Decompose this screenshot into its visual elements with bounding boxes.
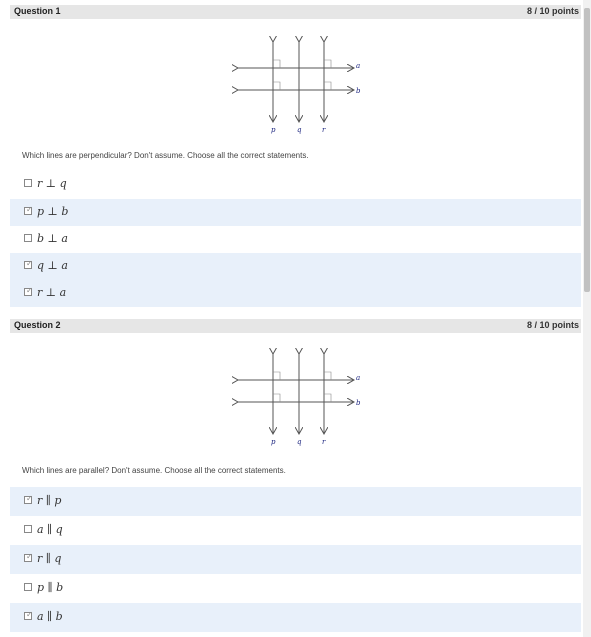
check-icon: ✓ [26,494,33,503]
answer-option[interactable] [10,603,581,632]
label-b: b [356,399,361,407]
right-angle-mark [324,60,331,68]
label-p: p [271,438,276,446]
option-label: a ∥ q [37,523,63,536]
right-angle-mark [324,372,331,380]
right-angle-mark [324,394,331,402]
right-angle-mark [324,82,331,90]
check-icon: ✓ [26,259,33,268]
answer-option[interactable] [10,280,581,307]
checkbox[interactable] [24,207,32,215]
answer-option[interactable] [10,574,581,603]
answer-option[interactable] [10,516,581,545]
checkbox[interactable] [24,288,32,296]
option-label: q ⊥ a [37,259,68,272]
right-angle-mark [273,60,280,68]
checkbox[interactable] [24,525,32,533]
question-points: 8 / 10 points [526,6,579,16]
checkbox[interactable] [24,612,32,620]
question-prompt: Which lines are perpendicular? Don't assume. Choose all the correct statements. [22,151,309,160]
label-q: q [297,438,302,446]
check-icon: ✓ [26,286,33,295]
label-r: r [322,126,326,134]
label-r: r [322,438,326,446]
option-label: p ⊥ b [37,205,69,218]
checkbox[interactable] [24,261,32,269]
option-label: r ∥ q [37,552,62,565]
question-header [10,5,581,19]
check-icon: ✓ [26,552,33,561]
checkbox[interactable] [24,554,32,562]
question-title: Question 2 [14,320,61,330]
label-a: a [356,374,361,382]
question-title: Question 1 [14,6,61,16]
answer-option[interactable] [10,545,581,574]
checkbox[interactable] [24,583,32,591]
question-points: 8 / 10 points [526,320,579,330]
answer-option[interactable] [10,199,581,226]
answer-option[interactable] [10,253,581,280]
scrollbar-thumb[interactable] [584,8,590,292]
right-angle-mark [273,372,280,380]
label-a: a [356,62,361,70]
lines-diagram [232,348,362,448]
right-angle-mark [273,394,280,402]
option-label: r ∥ p [37,494,62,507]
answer-option[interactable] [10,171,581,198]
option-label: r ⊥ q [37,177,67,190]
check-icon: ✓ [26,610,33,619]
lines-diagram [232,36,362,136]
answer-option[interactable] [10,487,581,516]
label-p: p [271,126,276,134]
checkbox[interactable] [24,496,32,504]
label-q: q [297,126,302,134]
label-b: b [356,87,361,95]
right-angle-mark [273,82,280,90]
option-label: r ⊥ a [37,286,67,299]
option-label: b ⊥ a [37,232,68,245]
option-label: a ∥ b [37,610,63,623]
check-icon: ✓ [26,205,33,214]
checkbox[interactable] [24,234,32,242]
answer-option[interactable] [10,226,581,253]
option-label: p ∥ b [37,581,64,594]
question-header [10,319,581,333]
checkbox[interactable] [24,179,32,187]
question-prompt: Which lines are parallel? Don't assume. Choose all the correct statements. [22,466,286,475]
